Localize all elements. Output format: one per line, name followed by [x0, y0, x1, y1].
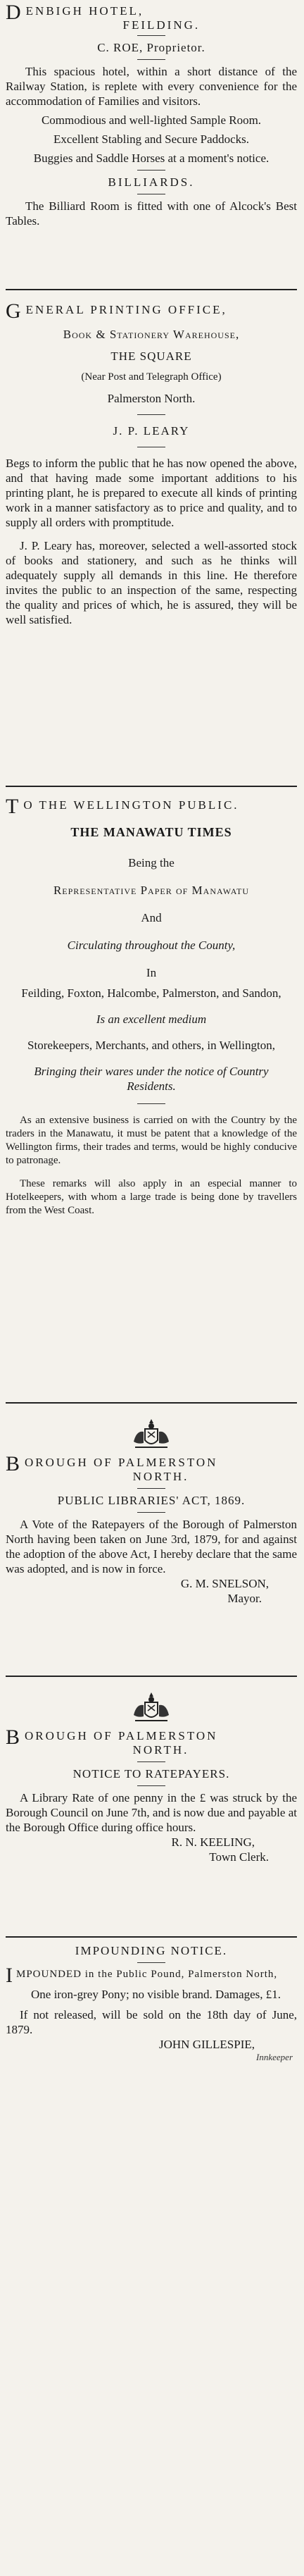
- coat-of-arms-icon: [129, 1690, 173, 1726]
- title-text: ENBIGH HOTEL,: [25, 4, 144, 18]
- title-text: OROUGH OF PALMERSTON: [25, 1729, 218, 1742]
- divider: [137, 1785, 165, 1786]
- drop-cap: G: [6, 299, 23, 323]
- ad-title: [6, 1452, 297, 1484]
- line: Being the: [128, 856, 175, 869]
- divider: [137, 1761, 165, 1762]
- divider: [137, 59, 165, 60]
- heading: PUBLIC LIBRARIES' ACT, 1869.: [57, 1494, 246, 1507]
- title-text: MPOUNDED in the Public Pound, Palmerston North,: [16, 1969, 278, 1980]
- printing-office-ad: [6, 289, 297, 627]
- line: Circulating throughout the County,: [67, 939, 236, 952]
- drop-cap: T: [6, 795, 21, 818]
- line: And: [141, 911, 162, 924]
- billiards-heading: BILLIARDS.: [108, 175, 195, 189]
- ratepayers-notice-ad: [6, 1676, 297, 1864]
- paragraph: A Vote of the Ratepayers of the Borough of Palmerston North having been taken on June 3rd, 1879, for and against the adoption of the above Act, I hereby declare that the same was adopted, and is now in force.: [6, 1518, 297, 1575]
- divider: [137, 1512, 165, 1513]
- subtitle: Palmerston North.: [107, 392, 196, 405]
- coat-of-arms-icon: [129, 1416, 173, 1453]
- title-line2: FEILDING.: [122, 18, 201, 32]
- signature-name: G. M. SNELSON,: [180, 1577, 269, 1590]
- manawatu-times-ad: [6, 786, 297, 1218]
- paragraph: If not released, will be sold on the 18th day of June, 1879.: [6, 2008, 297, 2036]
- denbigh-hotel-ad: [6, 1, 297, 228]
- heading: NOTICE TO RATEPAYERS.: [72, 1767, 230, 1781]
- title-line2: NORTH.: [132, 1470, 189, 1483]
- title-line2: NORTH.: [132, 1743, 189, 1757]
- heading: IMPOUNDING NOTICE.: [75, 1944, 228, 1957]
- paragraph: Begs to inform the public that he has now opened the above, and that having made some important additions to his printing plant, he is prepared to execute all kinds of printing work in a manner satisfactory as to price and quality, and to supply all orders with promptitude.: [6, 457, 297, 529]
- ad-title: [6, 299, 297, 323]
- ad-title: [6, 1726, 297, 1757]
- divider: [137, 35, 165, 36]
- impounding-notice-ad: [6, 1936, 297, 2063]
- ad-title: [6, 1964, 297, 1987]
- divider: [137, 414, 165, 415]
- subtitle: (Near Post and Telegraph Office): [81, 371, 222, 383]
- line: Feilding, Foxton, Halcombe, Palmerston, and Sandon,: [21, 986, 281, 1000]
- ad-title: [6, 795, 297, 818]
- ad-title: [6, 1, 297, 32]
- signature-title: Innkeeper: [256, 2052, 293, 2062]
- line: Is an excellent medium: [96, 1013, 207, 1026]
- title-text: O THE WELLINGTON PUBLIC.: [23, 798, 239, 812]
- drop-cap: D: [6, 1, 23, 24]
- paragraph: This spacious hotel, within a short distance of the Railway Station, is replete with every convenience for the accommodation of Families and visitors.: [6, 65, 297, 108]
- drop-cap: I: [6, 1964, 13, 1987]
- line: In: [146, 966, 157, 979]
- divider: [137, 1962, 165, 1963]
- subtitle: THE SQUARE: [110, 349, 192, 363]
- line: Bringing their wares under the notice of Country Residents.: [34, 1065, 269, 1093]
- paragraph: The Billiard Room is fitted with one of Alcock's Best Tables.: [6, 199, 297, 228]
- line: One iron-grey Pony; no visible brand. Damages, £1.: [31, 1988, 281, 2001]
- paragraph: Commodious and well-lighted Sample Room.: [41, 113, 262, 127]
- divider: [137, 1488, 165, 1489]
- signature-title: Town Clerk.: [209, 1850, 269, 1864]
- subtitle: Book & Stationery Warehouse,: [63, 328, 240, 341]
- proprietor-name: J. P. LEARY: [113, 424, 190, 438]
- drop-cap: B: [6, 1726, 23, 1749]
- heading: THE MANAWATU TIMES: [70, 825, 232, 839]
- line: Storekeepers, Merchants, and others, in Wellington,: [27, 1039, 275, 1052]
- divider: [137, 1103, 165, 1104]
- paragraph: As an extensive business is carried on with the Country by the traders in the Manawatu, it must be patent that a knowledge of the Wellington firms, their trades and terms, would be highly conducive to patronage.: [6, 1115, 297, 1166]
- libraries-act-ad: [6, 1402, 297, 1606]
- divider: [137, 170, 165, 171]
- drop-cap: B: [6, 1452, 23, 1475]
- proprietor-line: C. ROE, Proprietor.: [97, 41, 205, 54]
- signature-title: Mayor.: [227, 1592, 262, 1605]
- paragraph: Excellent Stabling and Secure Paddocks.: [53, 132, 250, 146]
- signature-name: R. N. KEELING,: [171, 1835, 255, 1849]
- title-text: ENERAL PRINTING OFFICE,: [25, 303, 227, 316]
- line: Representative Paper of Manawatu: [53, 884, 250, 897]
- signature-name: JOHN GILLESPIE,: [159, 2038, 255, 2051]
- paragraph: J. P. Leary has, moreover, selected a well-assorted stock of books and stationery, and such as he thinks will adequately supply all demands in this line. He therefore invites the public to an inspection of the same, respecting the quality and prices of which, he is assured, they will be well satisfied.: [6, 539, 297, 626]
- title-text: OROUGH OF PALMERSTON: [25, 1456, 218, 1469]
- paragraph: A Library Rate of one penny in the £ was struck by the Borough Council on June 7th, and is now due and payable at the Borough Office during office hours.: [6, 1791, 297, 1834]
- paragraph: These remarks will also apply in an especial manner to Hotelkeepers, with whom a large trade is being done by travellers from the West Coast.: [6, 1178, 297, 1216]
- paragraph: Buggies and Saddle Horses at a moment's notice.: [33, 151, 270, 165]
